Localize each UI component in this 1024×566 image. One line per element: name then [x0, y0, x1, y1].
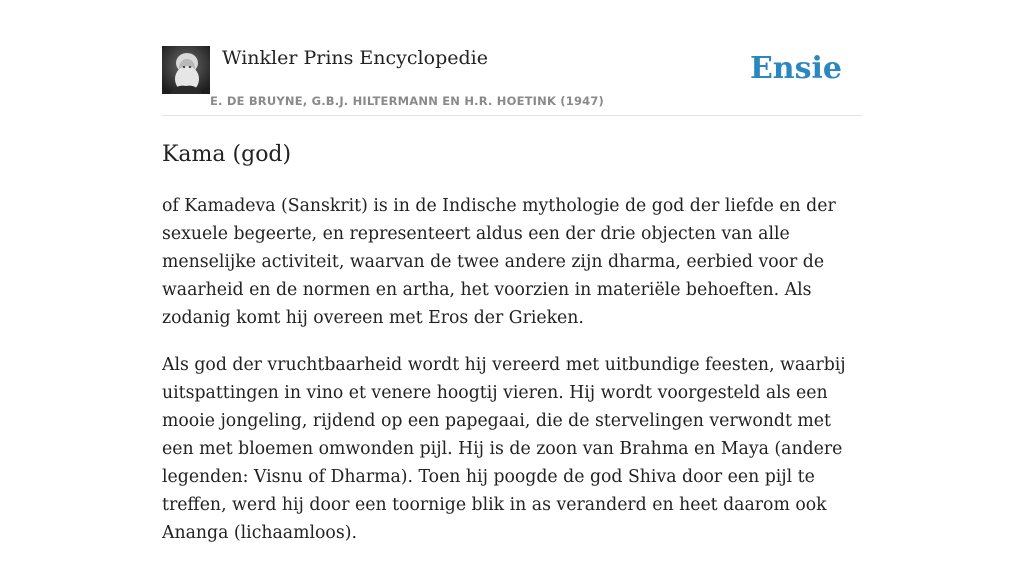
encyclopedia-authors: E. DE BRUYNE, G.B.J. HILTERMANN EN H.R. HOETINK (1947) — [210, 94, 605, 108]
article-body — [162, 192, 862, 566]
encyclopedia-title[interactable]: Winkler Prins Encyclopedie — [222, 47, 488, 69]
encyclopedia-header — [162, 46, 862, 116]
article-title: Kama (god) — [162, 142, 292, 167]
author-portrait-image — [162, 46, 210, 94]
article-paragraph: Als god der vruchtbaarheid wordt hij vereerd met uitbundige feesten, waarbij uitspattingen in vino et venere hoogtij vieren. Hij wordt voorgesteld als een mooie jongeling, rijdend op een papegaai, die de stervelingen verwondt met een met bloemen omwonden pijl. Hij is de zoon van Brahma en Maya (andere legenden: Visnu of Dharma). Toen hij poogde de god Shiva door een pijl te treffen, werd hij door een toornige blik in as veranderd en heet daarom ook Ananga (lichaamloos). — [162, 355, 846, 543]
ensie-logo[interactable]: Ensie — [749, 51, 842, 86]
author-avatar[interactable] — [162, 46, 210, 94]
article-paragraph: of Kamadeva (Sanskrit) is in de Indische mythologie de god der liefde en der sexuele begeerte, en representeert aldus een der drie objecten van alle menselijke activiteit, waarvan de twee andere zijn dharma, eerbied voor de waarheid en de normen en artha, het voorzien in materiële behoeften. Als zodanig komt hij overeen met Eros der Grieken. — [162, 196, 836, 328]
